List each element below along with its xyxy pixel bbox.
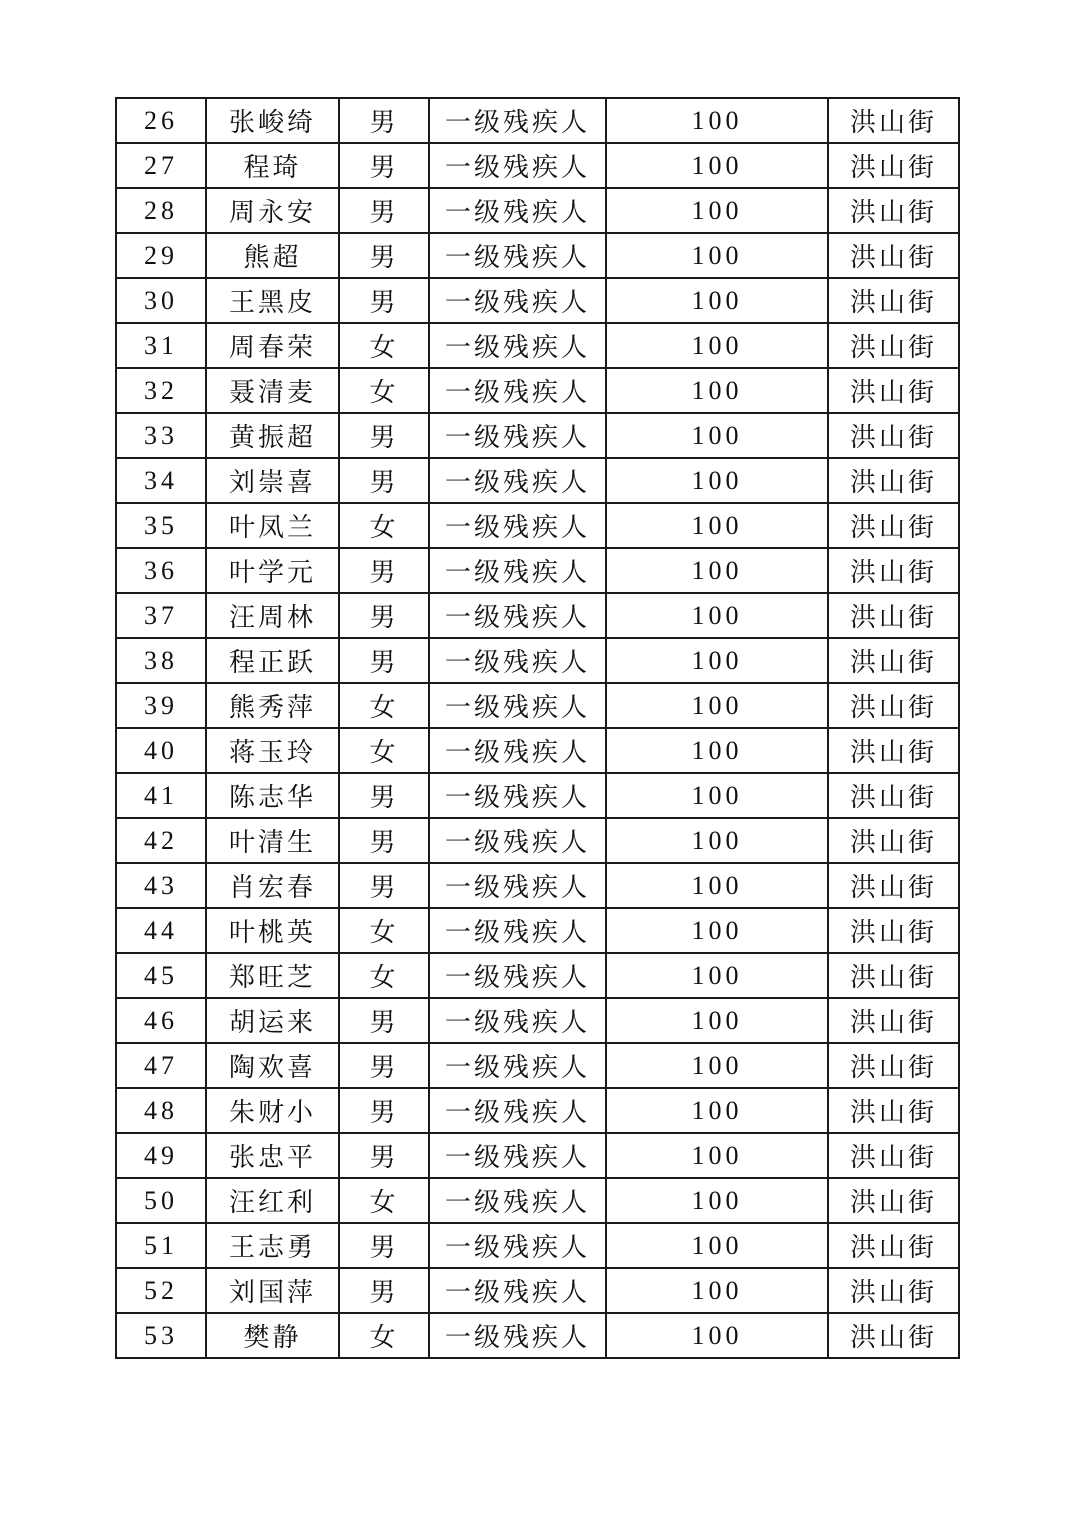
row-number-cell: 51 [116, 1223, 206, 1268]
amount-cell: 100 [606, 728, 828, 773]
table-row [116, 773, 959, 818]
person-name-cell: 周永安 [206, 188, 339, 233]
person-name-cell: 王志勇 [206, 1223, 339, 1268]
person-name-cell: 汪周林 [206, 593, 339, 638]
disability-category-cell: 一级残疾人 [429, 773, 606, 818]
amount-cell: 100 [606, 1268, 828, 1313]
table-row [116, 818, 959, 863]
table-row [116, 1178, 959, 1223]
row-number-cell: 45 [116, 953, 206, 998]
street-cell: 洪山街 [828, 1268, 959, 1313]
street-cell: 洪山街 [828, 863, 959, 908]
row-number-cell: 42 [116, 818, 206, 863]
gender-cell: 男 [339, 143, 429, 188]
gender-cell: 男 [339, 1088, 429, 1133]
disability-category-cell: 一级残疾人 [429, 98, 606, 143]
person-name-cell: 刘崇喜 [206, 458, 339, 503]
street-cell: 洪山街 [828, 998, 959, 1043]
row-number-cell: 32 [116, 368, 206, 413]
street-cell: 洪山街 [828, 233, 959, 278]
amount-cell: 100 [606, 1088, 828, 1133]
disability-category-cell: 一级残疾人 [429, 1043, 606, 1088]
table-row [116, 1313, 959, 1358]
gender-cell: 女 [339, 1313, 429, 1358]
row-number-cell: 34 [116, 458, 206, 503]
amount-cell: 100 [606, 323, 828, 368]
amount-cell: 100 [606, 683, 828, 728]
row-number-cell: 48 [116, 1088, 206, 1133]
row-number-cell: 35 [116, 503, 206, 548]
row-number-cell: 40 [116, 728, 206, 773]
roster-table-body [116, 98, 959, 1358]
street-cell: 洪山街 [828, 368, 959, 413]
table-row [116, 323, 959, 368]
amount-cell: 100 [606, 593, 828, 638]
person-name-cell: 周春荣 [206, 323, 339, 368]
person-name-cell: 朱财小 [206, 1088, 339, 1133]
table-row [116, 503, 959, 548]
row-number-cell: 38 [116, 638, 206, 683]
street-cell: 洪山街 [828, 638, 959, 683]
row-number-cell: 29 [116, 233, 206, 278]
gender-cell: 女 [339, 908, 429, 953]
person-name-cell: 熊秀萍 [206, 683, 339, 728]
disability-category-cell: 一级残疾人 [429, 143, 606, 188]
amount-cell: 100 [606, 503, 828, 548]
row-number-cell: 28 [116, 188, 206, 233]
disability-category-cell: 一级残疾人 [429, 1313, 606, 1358]
row-number-cell: 53 [116, 1313, 206, 1358]
street-cell: 洪山街 [828, 818, 959, 863]
disability-category-cell: 一级残疾人 [429, 1133, 606, 1178]
person-name-cell: 刘国萍 [206, 1268, 339, 1313]
street-cell: 洪山街 [828, 953, 959, 998]
person-name-cell: 郑旺芝 [206, 953, 339, 998]
gender-cell: 女 [339, 368, 429, 413]
disability-category-cell: 一级残疾人 [429, 188, 606, 233]
disability-category-cell: 一级残疾人 [429, 998, 606, 1043]
amount-cell: 100 [606, 818, 828, 863]
gender-cell: 男 [339, 593, 429, 638]
street-cell: 洪山街 [828, 593, 959, 638]
row-number-cell: 37 [116, 593, 206, 638]
row-number-cell: 27 [116, 143, 206, 188]
amount-cell: 100 [606, 278, 828, 323]
row-number-cell: 47 [116, 1043, 206, 1088]
row-number-cell: 46 [116, 998, 206, 1043]
amount-cell: 100 [606, 953, 828, 998]
table-row [116, 1268, 959, 1313]
street-cell: 洪山街 [828, 413, 959, 458]
person-name-cell: 程琦 [206, 143, 339, 188]
table-row [116, 998, 959, 1043]
gender-cell: 女 [339, 953, 429, 998]
street-cell: 洪山街 [828, 908, 959, 953]
street-cell: 洪山街 [828, 188, 959, 233]
gender-cell: 男 [339, 863, 429, 908]
row-number-cell: 30 [116, 278, 206, 323]
row-number-cell: 50 [116, 1178, 206, 1223]
table-row [116, 188, 959, 233]
person-name-cell: 黄振超 [206, 413, 339, 458]
person-name-cell: 陶欢喜 [206, 1043, 339, 1088]
roster-table [115, 97, 960, 1359]
gender-cell: 男 [339, 638, 429, 683]
gender-cell: 女 [339, 728, 429, 773]
row-number-cell: 49 [116, 1133, 206, 1178]
person-name-cell: 叶桃英 [206, 908, 339, 953]
street-cell: 洪山街 [828, 728, 959, 773]
disability-category-cell: 一级残疾人 [429, 1268, 606, 1313]
disability-category-cell: 一级残疾人 [429, 818, 606, 863]
street-cell: 洪山街 [828, 548, 959, 593]
table-row [116, 1223, 959, 1268]
person-name-cell: 程正跃 [206, 638, 339, 683]
table-row [116, 548, 959, 593]
disability-category-cell: 一级残疾人 [429, 323, 606, 368]
table-row [116, 233, 959, 278]
amount-cell: 100 [606, 143, 828, 188]
disability-category-cell: 一级残疾人 [429, 233, 606, 278]
person-name-cell: 汪红利 [206, 1178, 339, 1223]
amount-cell: 100 [606, 368, 828, 413]
amount-cell: 100 [606, 1133, 828, 1178]
person-name-cell: 聂清麦 [206, 368, 339, 413]
table-row [116, 728, 959, 773]
disability-category-cell: 一级残疾人 [429, 458, 606, 503]
person-name-cell: 胡运来 [206, 998, 339, 1043]
table-row [116, 1088, 959, 1133]
person-name-cell: 熊超 [206, 233, 339, 278]
disability-category-cell: 一级残疾人 [429, 908, 606, 953]
table-row [116, 593, 959, 638]
person-name-cell: 叶清生 [206, 818, 339, 863]
street-cell: 洪山街 [828, 503, 959, 548]
amount-cell: 100 [606, 908, 828, 953]
amount-cell: 100 [606, 1223, 828, 1268]
street-cell: 洪山街 [828, 458, 959, 503]
gender-cell: 男 [339, 1043, 429, 1088]
gender-cell: 男 [339, 1223, 429, 1268]
disability-category-cell: 一级残疾人 [429, 413, 606, 458]
amount-cell: 100 [606, 1313, 828, 1358]
gender-cell: 男 [339, 278, 429, 323]
street-cell: 洪山街 [828, 683, 959, 728]
row-number-cell: 52 [116, 1268, 206, 1313]
person-name-cell: 樊静 [206, 1313, 339, 1358]
amount-cell: 100 [606, 638, 828, 683]
gender-cell: 女 [339, 503, 429, 548]
gender-cell: 女 [339, 323, 429, 368]
amount-cell: 100 [606, 458, 828, 503]
amount-cell: 100 [606, 998, 828, 1043]
gender-cell: 女 [339, 1178, 429, 1223]
person-name-cell: 蒋玉玲 [206, 728, 339, 773]
gender-cell: 男 [339, 98, 429, 143]
person-name-cell: 张忠平 [206, 1133, 339, 1178]
disability-category-cell: 一级残疾人 [429, 638, 606, 683]
disability-category-cell: 一级残疾人 [429, 278, 606, 323]
row-number-cell: 33 [116, 413, 206, 458]
gender-cell: 女 [339, 683, 429, 728]
gender-cell: 男 [339, 548, 429, 593]
table-row [116, 278, 959, 323]
street-cell: 洪山街 [828, 143, 959, 188]
row-number-cell: 39 [116, 683, 206, 728]
street-cell: 洪山街 [828, 1133, 959, 1178]
table-row [116, 683, 959, 728]
disability-category-cell: 一级残疾人 [429, 863, 606, 908]
disability-category-cell: 一级残疾人 [429, 683, 606, 728]
disability-category-cell: 一级残疾人 [429, 593, 606, 638]
person-name-cell: 陈志华 [206, 773, 339, 818]
table-row [116, 638, 959, 683]
street-cell: 洪山街 [828, 1043, 959, 1088]
row-number-cell: 41 [116, 773, 206, 818]
gender-cell: 男 [339, 998, 429, 1043]
gender-cell: 男 [339, 188, 429, 233]
disability-category-cell: 一级残疾人 [429, 368, 606, 413]
table-row [116, 908, 959, 953]
row-number-cell: 31 [116, 323, 206, 368]
street-cell: 洪山街 [828, 1178, 959, 1223]
person-name-cell: 叶学元 [206, 548, 339, 593]
table-row [116, 413, 959, 458]
disability-category-cell: 一级残疾人 [429, 548, 606, 593]
row-number-cell: 43 [116, 863, 206, 908]
amount-cell: 100 [606, 233, 828, 278]
disability-category-cell: 一级残疾人 [429, 728, 606, 773]
street-cell: 洪山街 [828, 278, 959, 323]
person-name-cell: 张峻绮 [206, 98, 339, 143]
amount-cell: 100 [606, 1043, 828, 1088]
amount-cell: 100 [606, 548, 828, 593]
gender-cell: 男 [339, 1133, 429, 1178]
table-row [116, 98, 959, 143]
person-name-cell: 肖宏春 [206, 863, 339, 908]
person-name-cell: 王黑皮 [206, 278, 339, 323]
row-number-cell: 36 [116, 548, 206, 593]
person-name-cell: 叶凤兰 [206, 503, 339, 548]
gender-cell: 男 [339, 773, 429, 818]
street-cell: 洪山街 [828, 1088, 959, 1133]
table-row [116, 368, 959, 413]
street-cell: 洪山街 [828, 323, 959, 368]
gender-cell: 男 [339, 413, 429, 458]
row-number-cell: 44 [116, 908, 206, 953]
disability-category-cell: 一级残疾人 [429, 953, 606, 998]
table-row [116, 1133, 959, 1178]
disability-category-cell: 一级残疾人 [429, 503, 606, 548]
gender-cell: 男 [339, 1268, 429, 1313]
amount-cell: 100 [606, 863, 828, 908]
disability-category-cell: 一级残疾人 [429, 1088, 606, 1133]
amount-cell: 100 [606, 773, 828, 818]
gender-cell: 男 [339, 233, 429, 278]
disability-category-cell: 一级残疾人 [429, 1178, 606, 1223]
gender-cell: 男 [339, 458, 429, 503]
gender-cell: 男 [339, 818, 429, 863]
table-row [116, 953, 959, 998]
street-cell: 洪山街 [828, 773, 959, 818]
amount-cell: 100 [606, 98, 828, 143]
table-row [116, 143, 959, 188]
street-cell: 洪山街 [828, 1223, 959, 1268]
disability-category-cell: 一级残疾人 [429, 1223, 606, 1268]
table-row [116, 1043, 959, 1088]
street-cell: 洪山街 [828, 98, 959, 143]
row-number-cell: 26 [116, 98, 206, 143]
amount-cell: 100 [606, 1178, 828, 1223]
street-cell: 洪山街 [828, 1313, 959, 1358]
table-row [116, 458, 959, 503]
table-row [116, 863, 959, 908]
amount-cell: 100 [606, 188, 828, 233]
amount-cell: 100 [606, 413, 828, 458]
